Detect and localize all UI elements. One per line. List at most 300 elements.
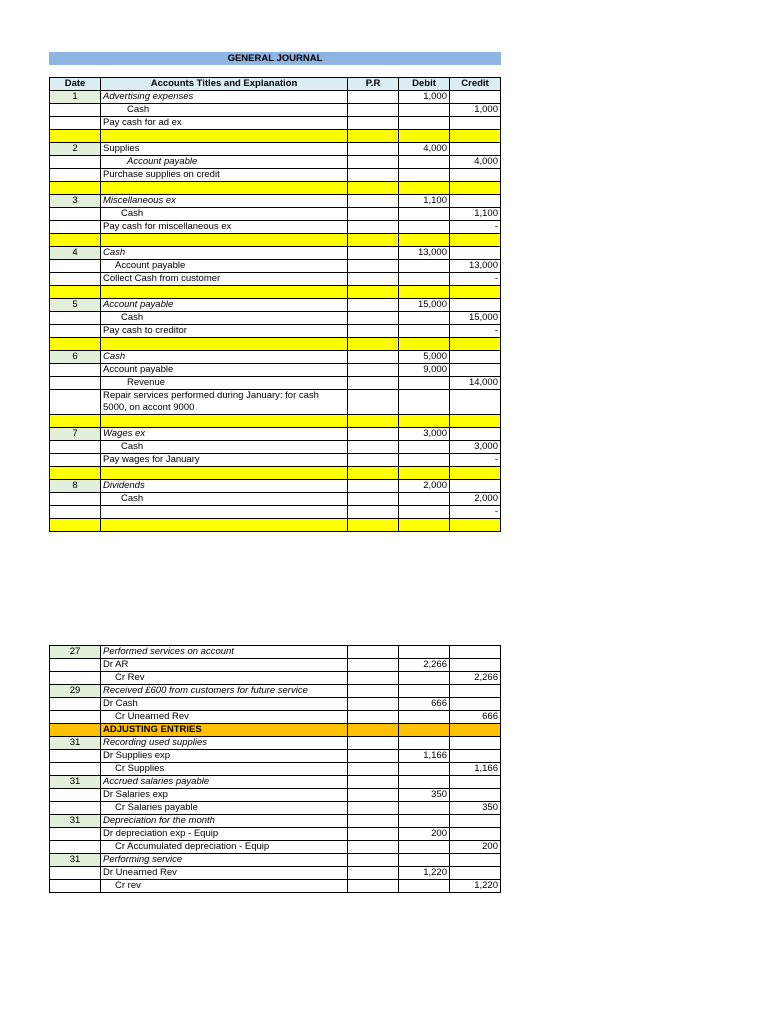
account-cell xyxy=(101,467,348,480)
separator-row xyxy=(50,130,501,143)
date-cell xyxy=(50,169,101,182)
pr-cell xyxy=(348,646,399,659)
debit-cell xyxy=(399,117,450,130)
pr-cell xyxy=(348,763,399,776)
separator-row xyxy=(50,182,501,195)
account-cell: Cr Supplies xyxy=(101,763,348,776)
pr-cell xyxy=(348,711,399,724)
separator-row xyxy=(50,338,501,351)
pr-cell xyxy=(348,130,399,143)
date-cell xyxy=(50,312,101,325)
credit-cell xyxy=(450,659,501,672)
journal-row xyxy=(50,299,501,312)
account-cell xyxy=(101,234,348,247)
account-cell: Cash xyxy=(101,351,348,364)
credit-cell: - xyxy=(450,273,501,286)
journal-row xyxy=(50,646,501,659)
date-cell: 3 xyxy=(50,195,101,208)
account-cell: Pay wages for January xyxy=(101,454,348,467)
date-cell xyxy=(50,828,101,841)
credit-cell xyxy=(450,195,501,208)
date-cell xyxy=(50,415,101,428)
pr-cell xyxy=(348,195,399,208)
credit-cell: 1,166 xyxy=(450,763,501,776)
journal-row xyxy=(50,841,501,854)
credit-cell xyxy=(450,750,501,763)
credit-cell: 13,000 xyxy=(450,260,501,273)
debit-cell: 350 xyxy=(399,789,450,802)
date-cell: 1 xyxy=(50,91,101,104)
pr-cell xyxy=(348,156,399,169)
debit-cell: 200 xyxy=(399,828,450,841)
account-cell: Pay cash for miscellaneous ex xyxy=(101,221,348,234)
pr-cell xyxy=(348,364,399,377)
pr-cell xyxy=(348,117,399,130)
credit-cell xyxy=(450,789,501,802)
journal-row xyxy=(50,143,501,156)
pr-cell xyxy=(348,273,399,286)
account-cell: Dr Supplies exp xyxy=(101,750,348,763)
credit-cell xyxy=(450,91,501,104)
pr-cell xyxy=(348,169,399,182)
pr-cell xyxy=(348,854,399,867)
date-cell xyxy=(50,789,101,802)
journal-row xyxy=(50,390,501,415)
header-pr: P.R xyxy=(348,78,399,91)
account-cell: Cr rev xyxy=(101,880,348,893)
header-account: Accounts Titles and Explanation xyxy=(101,78,348,91)
date-cell xyxy=(50,182,101,195)
credit-cell xyxy=(450,737,501,750)
journal-row xyxy=(50,91,501,104)
debit-cell xyxy=(399,672,450,685)
journal-row xyxy=(50,828,501,841)
credit-cell: - xyxy=(450,325,501,338)
date-cell xyxy=(50,698,101,711)
credit-cell: 2,266 xyxy=(450,672,501,685)
debit-cell: 3,000 xyxy=(399,428,450,441)
separator-row xyxy=(50,519,501,532)
account-cell: Accrued salaries payable xyxy=(101,776,348,789)
debit-cell: 1,166 xyxy=(399,750,450,763)
journal-row xyxy=(50,802,501,815)
credit-cell xyxy=(450,351,501,364)
date-cell xyxy=(50,841,101,854)
journal-row xyxy=(50,260,501,273)
date-cell xyxy=(50,390,101,415)
date-cell xyxy=(50,802,101,815)
separator-row xyxy=(50,467,501,480)
account-cell: Dr Unearned Rev xyxy=(101,867,348,880)
journal-row xyxy=(50,659,501,672)
pr-cell xyxy=(348,260,399,273)
debit-cell: 9,000 xyxy=(399,364,450,377)
account-cell: Revenue xyxy=(101,377,348,390)
pr-cell xyxy=(348,672,399,685)
date-cell xyxy=(50,867,101,880)
debit-cell: 1,000 xyxy=(399,91,450,104)
account-cell: Miscellaneous ex xyxy=(101,195,348,208)
pr-cell xyxy=(348,351,399,364)
credit-cell xyxy=(450,130,501,143)
pr-cell xyxy=(348,104,399,117)
journal-row xyxy=(50,698,501,711)
pr-cell xyxy=(348,286,399,299)
debit-cell xyxy=(399,802,450,815)
date-cell xyxy=(50,156,101,169)
debit-cell xyxy=(399,454,450,467)
account-cell xyxy=(101,286,348,299)
pr-cell xyxy=(348,828,399,841)
debit-cell xyxy=(399,724,450,737)
debit-cell xyxy=(399,286,450,299)
debit-cell xyxy=(399,338,450,351)
account-cell: Cash xyxy=(101,247,348,260)
debit-cell xyxy=(399,854,450,867)
account-cell: Received £600 from customers for future service xyxy=(101,685,348,698)
debit-cell xyxy=(399,763,450,776)
debit-cell xyxy=(399,169,450,182)
header-debit: Debit xyxy=(399,78,450,91)
date-cell xyxy=(50,130,101,143)
journal-row xyxy=(50,325,501,338)
date-cell xyxy=(50,104,101,117)
journal-row xyxy=(50,815,501,828)
date-cell xyxy=(50,325,101,338)
journal-row xyxy=(50,441,501,454)
pr-cell xyxy=(348,143,399,156)
credit-cell: 350 xyxy=(450,802,501,815)
journal-row xyxy=(50,454,501,467)
date-cell xyxy=(50,338,101,351)
date-cell xyxy=(50,234,101,247)
pr-cell xyxy=(348,312,399,325)
pr-cell xyxy=(348,221,399,234)
pr-cell xyxy=(348,724,399,737)
journal-title: GENERAL JOURNAL xyxy=(49,52,501,65)
account-cell: Advertising expenses xyxy=(101,91,348,104)
date-cell xyxy=(50,711,101,724)
pr-cell xyxy=(348,428,399,441)
date-cell xyxy=(50,117,101,130)
date-cell xyxy=(50,260,101,273)
adjusting-journal-table xyxy=(49,645,501,893)
account-cell xyxy=(101,130,348,143)
account-cell: Purchase supplies on credit xyxy=(101,169,348,182)
account-cell: Account payable xyxy=(101,299,348,312)
date-cell: 8 xyxy=(50,480,101,493)
debit-cell: 1,220 xyxy=(399,867,450,880)
journal-row xyxy=(50,195,501,208)
date-cell xyxy=(50,286,101,299)
pr-cell xyxy=(348,208,399,221)
date-cell: 31 xyxy=(50,854,101,867)
debit-cell: 2,000 xyxy=(399,480,450,493)
journal-row xyxy=(50,506,501,519)
date-cell: 31 xyxy=(50,737,101,750)
credit-cell xyxy=(450,776,501,789)
debit-cell xyxy=(399,208,450,221)
pr-cell xyxy=(348,802,399,815)
journal-row xyxy=(50,685,501,698)
separator-row xyxy=(50,234,501,247)
credit-cell xyxy=(450,286,501,299)
pr-cell xyxy=(348,234,399,247)
debit-cell xyxy=(399,273,450,286)
journal-row xyxy=(50,724,501,737)
credit-cell xyxy=(450,854,501,867)
separator-row xyxy=(50,286,501,299)
debit-cell xyxy=(399,506,450,519)
debit-cell xyxy=(399,377,450,390)
date-cell xyxy=(50,750,101,763)
debit-cell xyxy=(399,415,450,428)
date-cell: 31 xyxy=(50,776,101,789)
journal-row xyxy=(50,351,501,364)
debit-cell xyxy=(399,815,450,828)
debit-cell: 2,266 xyxy=(399,659,450,672)
date-cell: 27 xyxy=(50,646,101,659)
pr-cell xyxy=(348,776,399,789)
credit-cell: 666 xyxy=(450,711,501,724)
date-cell: 5 xyxy=(50,299,101,312)
journal-row xyxy=(50,104,501,117)
account-cell: Cash xyxy=(101,441,348,454)
pr-cell xyxy=(348,247,399,260)
account-cell: Cr Salaries payable xyxy=(101,802,348,815)
separator-row xyxy=(50,415,501,428)
account-cell: Performed services on account xyxy=(101,646,348,659)
journal-row xyxy=(50,273,501,286)
journal-row xyxy=(50,763,501,776)
debit-cell xyxy=(399,130,450,143)
credit-cell xyxy=(450,698,501,711)
credit-cell: 200 xyxy=(450,841,501,854)
date-cell xyxy=(50,493,101,506)
journal-row xyxy=(50,169,501,182)
debit-cell: 15,000 xyxy=(399,299,450,312)
journal-row xyxy=(50,750,501,763)
date-cell: 31 xyxy=(50,815,101,828)
debit-cell xyxy=(399,711,450,724)
date-cell xyxy=(50,377,101,390)
account-cell: Pay cash for ad ex xyxy=(101,117,348,130)
debit-cell xyxy=(399,776,450,789)
account-cell: Depreciation for the month xyxy=(101,815,348,828)
pr-cell xyxy=(348,467,399,480)
debit-cell xyxy=(399,325,450,338)
date-cell xyxy=(50,519,101,532)
debit-cell: 4,000 xyxy=(399,143,450,156)
journal-row xyxy=(50,867,501,880)
credit-cell: 2,000 xyxy=(450,493,501,506)
account-cell: Cash xyxy=(101,104,348,117)
credit-cell: 1,220 xyxy=(450,880,501,893)
credit-cell: - xyxy=(450,454,501,467)
account-cell: Cash xyxy=(101,493,348,506)
journal-row xyxy=(50,221,501,234)
account-cell: Supplies xyxy=(101,143,348,156)
debit-cell xyxy=(399,737,450,750)
credit-cell xyxy=(450,182,501,195)
date-cell xyxy=(50,880,101,893)
debit-cell: 5,000 xyxy=(399,351,450,364)
account-cell xyxy=(101,415,348,428)
credit-cell: 15,000 xyxy=(450,312,501,325)
journal-row xyxy=(50,854,501,867)
credit-cell xyxy=(450,143,501,156)
journal-row xyxy=(50,156,501,169)
header-row xyxy=(50,78,501,91)
account-cell xyxy=(101,338,348,351)
pr-cell xyxy=(348,789,399,802)
debit-cell: 666 xyxy=(399,698,450,711)
credit-cell xyxy=(450,519,501,532)
account-cell: Cr Unearned Rev xyxy=(101,711,348,724)
pr-cell xyxy=(348,750,399,763)
credit-cell xyxy=(450,169,501,182)
account-cell: Dr Cash xyxy=(101,698,348,711)
credit-cell xyxy=(450,117,501,130)
pr-cell xyxy=(348,493,399,506)
date-cell xyxy=(50,467,101,480)
debit-cell xyxy=(399,841,450,854)
account-cell xyxy=(101,519,348,532)
date-cell xyxy=(50,441,101,454)
pr-cell xyxy=(348,737,399,750)
journal-row xyxy=(50,364,501,377)
date-cell xyxy=(50,763,101,776)
journal-row xyxy=(50,672,501,685)
journal-row xyxy=(50,208,501,221)
account-cell: Cr Rev xyxy=(101,672,348,685)
pr-cell xyxy=(348,390,399,415)
journal-row xyxy=(50,312,501,325)
debit-cell: 13,000 xyxy=(399,247,450,260)
journal-row xyxy=(50,776,501,789)
account-cell: Dividends xyxy=(101,480,348,493)
account-cell: Cr Accumulated depreciation - Equip xyxy=(101,841,348,854)
account-cell: Account payable xyxy=(101,260,348,273)
pr-cell xyxy=(348,377,399,390)
credit-cell xyxy=(450,299,501,312)
account-cell: Performing service xyxy=(101,854,348,867)
credit-cell xyxy=(450,828,501,841)
pr-cell xyxy=(348,659,399,672)
debit-cell xyxy=(399,260,450,273)
pr-cell xyxy=(348,519,399,532)
credit-cell xyxy=(450,646,501,659)
account-cell xyxy=(101,182,348,195)
debit-cell xyxy=(399,493,450,506)
date-cell: 7 xyxy=(50,428,101,441)
date-cell xyxy=(50,364,101,377)
date-cell xyxy=(50,273,101,286)
journal-row xyxy=(50,377,501,390)
journal-row xyxy=(50,880,501,893)
credit-cell xyxy=(450,724,501,737)
credit-cell xyxy=(450,685,501,698)
pr-cell xyxy=(348,815,399,828)
credit-cell: - xyxy=(450,221,501,234)
credit-cell xyxy=(450,428,501,441)
date-cell: 2 xyxy=(50,143,101,156)
account-cell: ADJUSTING ENTRIES xyxy=(101,724,348,737)
journal-row xyxy=(50,247,501,260)
pr-cell xyxy=(348,841,399,854)
debit-cell xyxy=(399,685,450,698)
pr-cell xyxy=(348,867,399,880)
credit-cell xyxy=(450,247,501,260)
pr-cell xyxy=(348,325,399,338)
header-date: Date xyxy=(50,78,101,91)
debit-cell xyxy=(399,234,450,247)
header-credit: Credit xyxy=(450,78,501,91)
account-cell xyxy=(101,506,348,519)
pr-cell xyxy=(348,506,399,519)
credit-cell xyxy=(450,364,501,377)
account-cell: Cash xyxy=(101,312,348,325)
debit-cell xyxy=(399,467,450,480)
date-cell xyxy=(50,208,101,221)
pr-cell xyxy=(348,480,399,493)
debit-cell xyxy=(399,156,450,169)
date-cell: 29 xyxy=(50,685,101,698)
credit-cell: - xyxy=(450,506,501,519)
pr-cell xyxy=(348,454,399,467)
account-cell: Account payable xyxy=(101,364,348,377)
account-cell: Repair services performed during January: for cash 5000, on accont 9000 xyxy=(101,390,348,415)
debit-cell xyxy=(399,390,450,415)
credit-cell: 14,000 xyxy=(450,377,501,390)
account-cell: Account payable xyxy=(101,156,348,169)
account-cell: Dr AR xyxy=(101,659,348,672)
pr-cell xyxy=(348,698,399,711)
debit-cell xyxy=(399,104,450,117)
account-cell: Recording used supplies xyxy=(101,737,348,750)
debit-cell xyxy=(399,880,450,893)
account-cell: Dr depreciation exp - Equip xyxy=(101,828,348,841)
debit-cell xyxy=(399,646,450,659)
credit-cell xyxy=(450,415,501,428)
pr-cell xyxy=(348,441,399,454)
journal-row xyxy=(50,789,501,802)
journal-row xyxy=(50,117,501,130)
date-cell xyxy=(50,506,101,519)
date-cell xyxy=(50,659,101,672)
journal-row xyxy=(50,737,501,750)
account-cell: Cash xyxy=(101,208,348,221)
account-cell: Dr Salaries exp xyxy=(101,789,348,802)
date-cell xyxy=(50,724,101,737)
credit-cell xyxy=(450,467,501,480)
journal-row xyxy=(50,493,501,506)
debit-cell xyxy=(399,182,450,195)
pr-cell xyxy=(348,880,399,893)
date-cell xyxy=(50,672,101,685)
debit-cell xyxy=(399,221,450,234)
credit-cell xyxy=(450,867,501,880)
date-cell xyxy=(50,454,101,467)
date-cell: 6 xyxy=(50,351,101,364)
pr-cell xyxy=(348,338,399,351)
credit-cell xyxy=(450,480,501,493)
pr-cell xyxy=(348,415,399,428)
debit-cell xyxy=(399,519,450,532)
credit-cell xyxy=(450,234,501,247)
date-cell xyxy=(50,221,101,234)
credit-cell: 3,000 xyxy=(450,441,501,454)
